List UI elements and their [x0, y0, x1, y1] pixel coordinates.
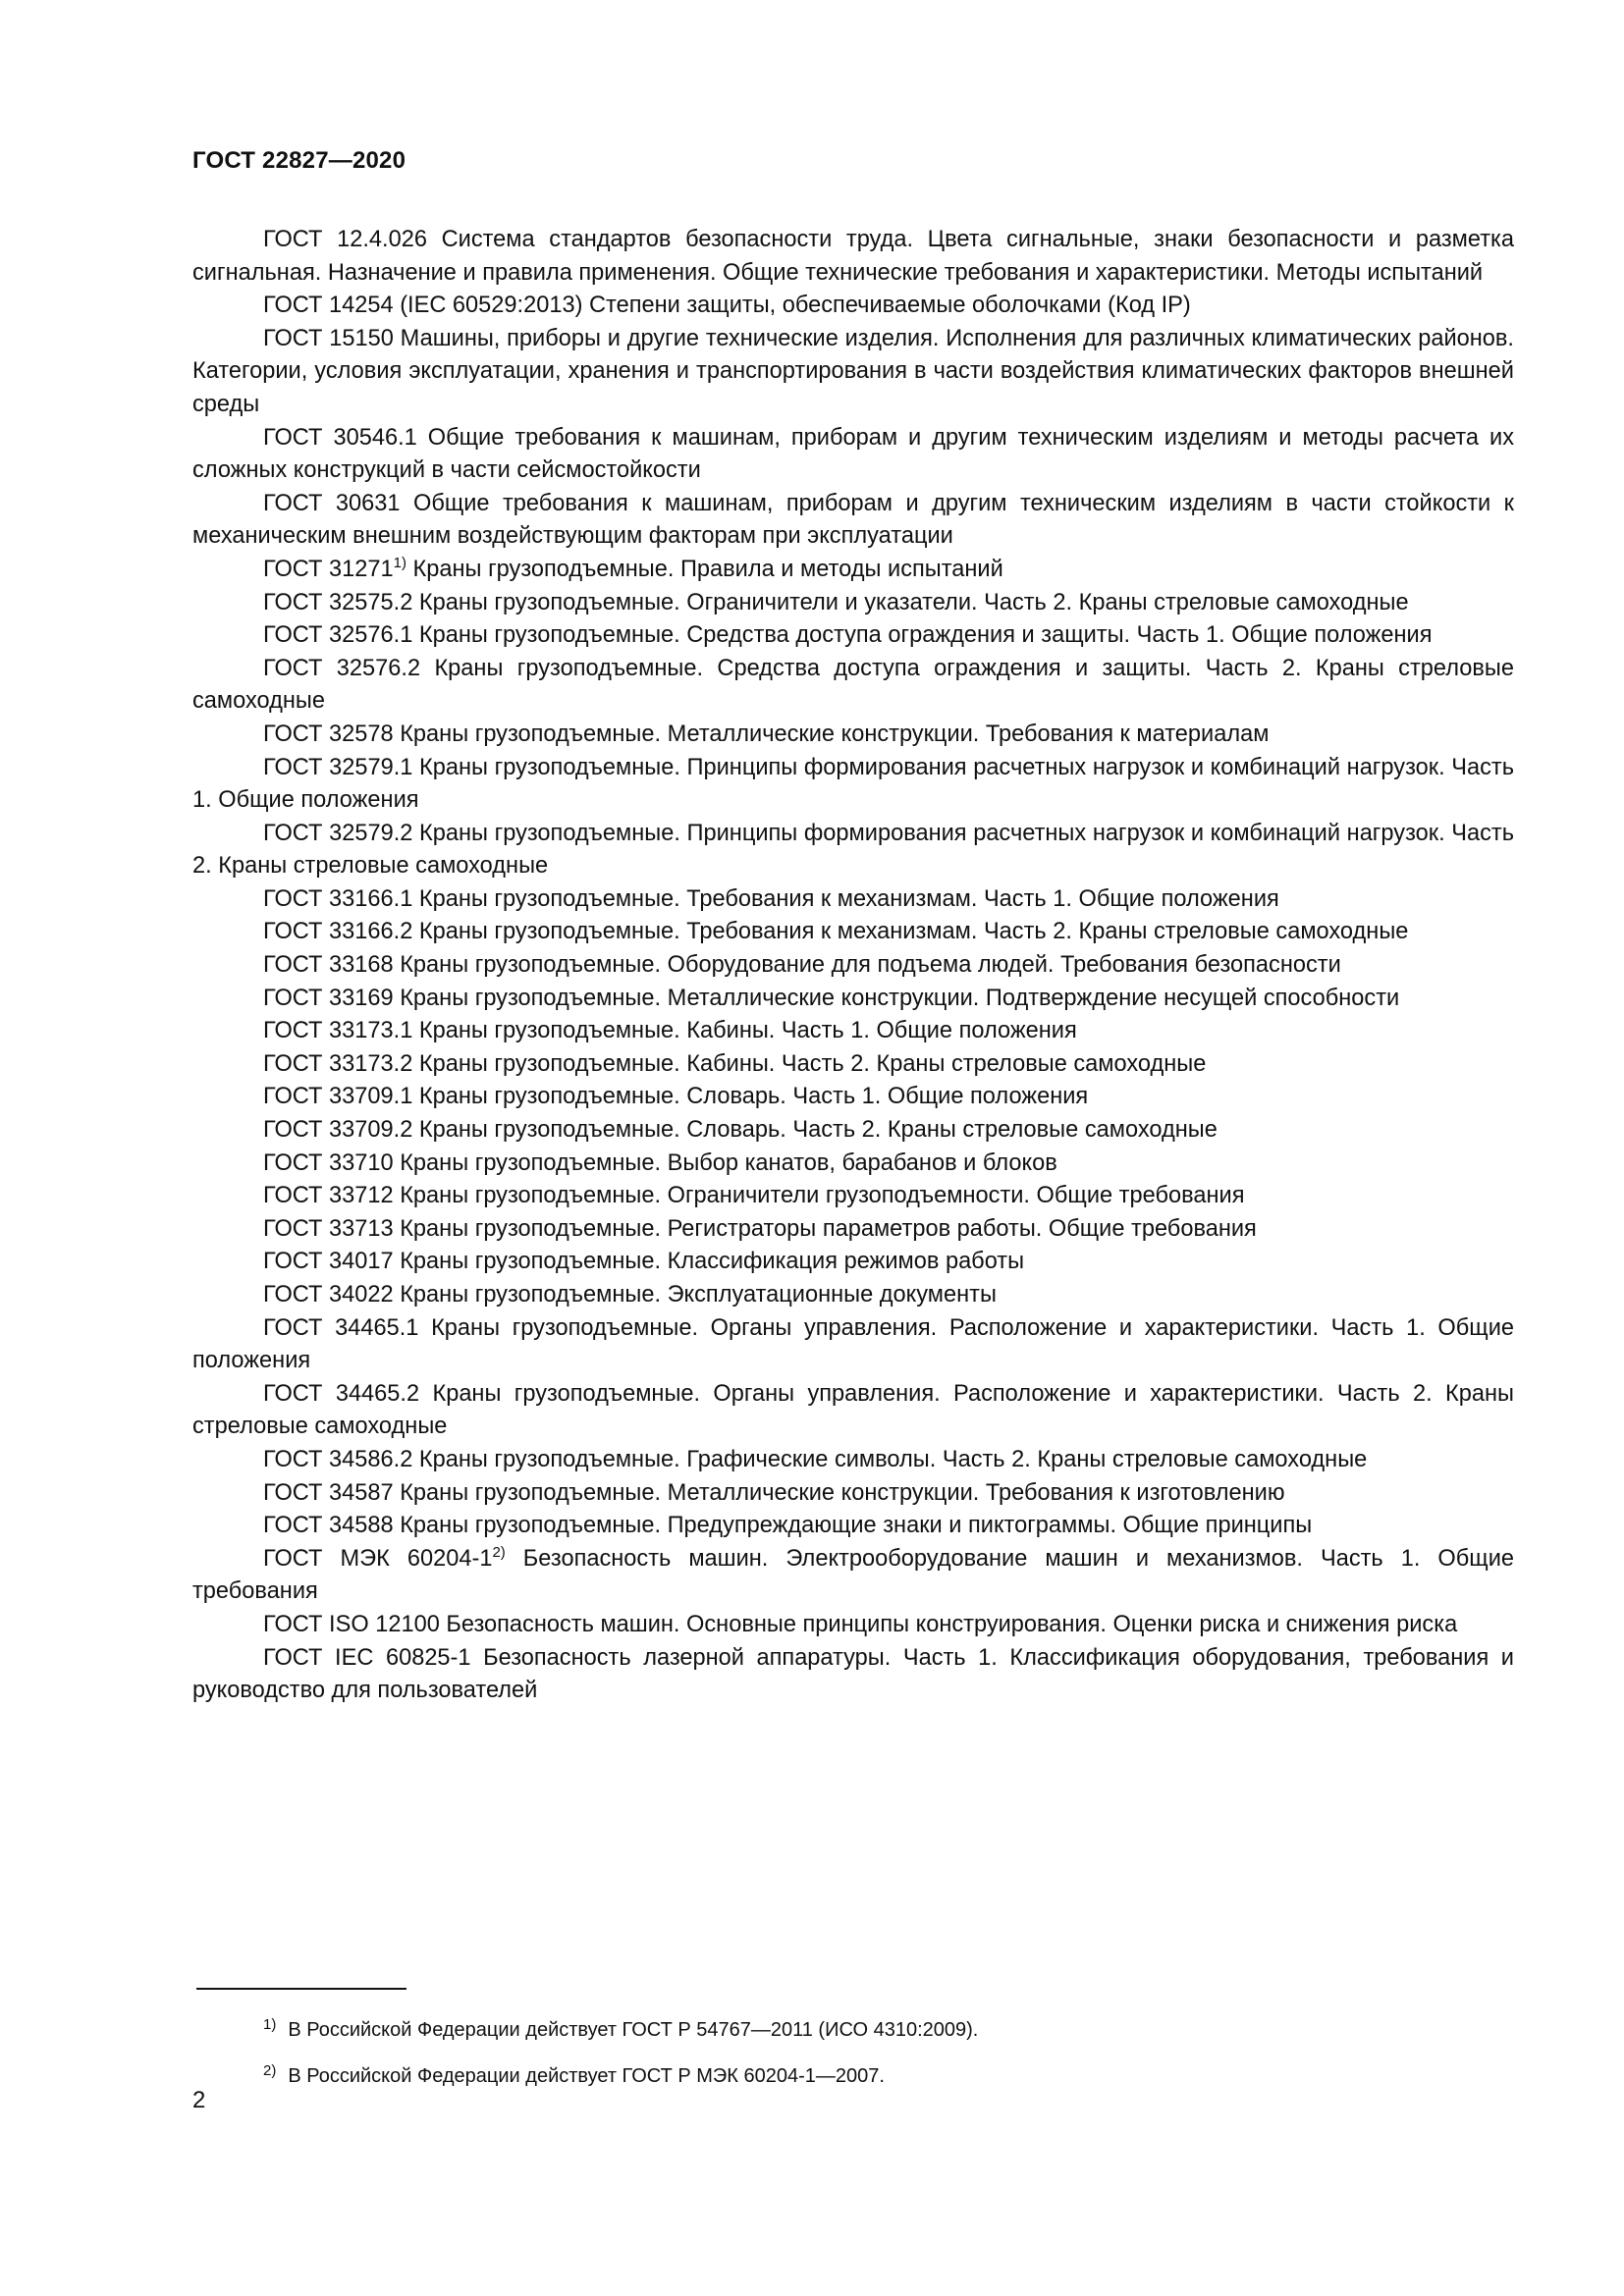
reference-item: [192, 752, 1514, 818]
reference-item: [192, 916, 1514, 949]
reference-item: [192, 554, 1514, 587]
reference-text: ГОСТ 33169 Краны грузоподъемные. Металлические конструкции. Подтверждение несущей способности: [263, 985, 1400, 1011]
reference-item: [192, 818, 1514, 883]
reference-text: ГОСТ 33173.2 Краны грузоподъемные. Кабины. Часть 2. Краны стреловые самоходные: [263, 1050, 1207, 1077]
reference-text: ГОСТ 34586.2 Краны грузоподъемные. Графические символы. Часть 2. Краны стреловые самоходные: [263, 1446, 1368, 1472]
footnote-marker: 2): [492, 1543, 506, 1561]
reference-text: ГОСТ 30631 Общие требования к машинам, приборам и другим техническим изделиям в части стойкости к механическим внешним воздействующим факторам при эксплуатации: [192, 490, 1514, 550]
reference-text: ГОСТ 12.4.026 Система стандартов безопасности труда. Цвета сигнальные, знаки безопасности и разметка сигнальная. Назначение и правила применения. Общие технические требования и характеристики. Методы испытаний: [192, 227, 1514, 286]
reference-item: [192, 949, 1514, 983]
reference-item: [192, 1048, 1514, 1082]
reference-text: ГОСТ 34465.1 Краны грузоподъемные. Органы управления. Расположение и характеристики. Часть 1. Общие положения: [192, 1314, 1514, 1374]
reference-text: ГОСТ 34465.2 Краны грузоподъемные. Органы управления. Расположение и характеристики. Часть 2. Краны стреловые самоходные: [192, 1380, 1514, 1440]
reference-item: [192, 1477, 1514, 1511]
reference-item: [192, 1312, 1514, 1378]
reference-text: ГОСТ IEC 60825-1 Безопасность лазерной аппаратуры. Часть 1. Классификация оборудования, требования и руководство для пользователей: [192, 1644, 1514, 1704]
footnote-item: [263, 2004, 1441, 2051]
reference-item: [192, 323, 1514, 422]
reference-item: [192, 719, 1514, 752]
reference-text: ГОСТ 30546.1 Общие требования к машинам, приборам и другим техническим изделиям и методы расчета их сложных конструкций в части сейсмостойкости: [192, 424, 1514, 484]
reference-text: ГОСТ 34588 Краны грузоподъемные. Предупреждающие знаки и пиктограммы. Общие принципы: [263, 1513, 1313, 1539]
reference-item: [192, 224, 1514, 290]
reference-text: Безопасность машин. Электрооборудование машин и механизмов. Часть 1. Общие требования: [192, 1545, 1514, 1605]
reference-item: [192, 1015, 1514, 1048]
reference-text: ГОСТ 34022 Краны грузоподъемные. Эксплуатационные документы: [263, 1282, 997, 1308]
document-header: ГОСТ 22827—2020: [192, 147, 406, 174]
reference-text: ГОСТ 33168 Краны грузоподъемные. Оборудование для подъема людей. Требования безопасности: [263, 952, 1341, 979]
reference-text: ГОСТ 33166.2 Краны грузоподъемные. Требования к механизмам. Часть 2. Краны стреловые самоходные: [263, 919, 1409, 945]
reference-item: [192, 1642, 1514, 1708]
reference-item: [192, 1543, 1514, 1609]
reference-text: ГОСТ 33712 Краны грузоподъемные. Ограничители грузоподъемности. Общие требования: [263, 1183, 1245, 1209]
reference-item: [192, 1148, 1514, 1181]
reference-item: [192, 1444, 1514, 1477]
reference-item: [192, 619, 1514, 653]
reference-item: [192, 1114, 1514, 1148]
footnote-mark: 2): [263, 2062, 277, 2079]
reference-text: ГОСТ 33166.1 Краны грузоподъемные. Требования к механизмам. Часть 1. Общие положения: [263, 885, 1279, 912]
reference-text: Краны грузоподъемные. Правила и методы испытаний: [406, 556, 1003, 582]
reference-item: [192, 1180, 1514, 1213]
reference-item: [192, 290, 1514, 323]
reference-item: [192, 1246, 1514, 1279]
reference-item: [192, 1081, 1514, 1114]
reference-item: [192, 1609, 1514, 1642]
reference-item: [192, 883, 1514, 917]
footnote-text: В Российской Федерации действует ГОСТ Р МЭК 60204-1—2007.: [288, 2065, 885, 2087]
reference-item: [192, 587, 1514, 620]
reference-text: ГОСТ 33713 Краны грузоподъемные. Регистраторы параметров работы. Общие требования: [263, 1215, 1257, 1242]
reference-text: ГОСТ ISO 12100 Безопасность машин. Основные принципы конструирования. Оценки риска и снижения риска: [263, 1611, 1458, 1637]
reference-text: ГОСТ 31271: [263, 556, 394, 582]
reference-item: [192, 488, 1514, 554]
reference-item: [192, 1213, 1514, 1247]
reference-text: ГОСТ 32576.2 Краны грузоподъемные. Средства доступа ограждения и защиты. Часть 2. Краны стреловые самоходные: [192, 655, 1514, 715]
page-number: 2: [192, 2087, 206, 2113]
footnotes: [263, 2004, 1441, 2097]
reference-text: ГОСТ 33709.1 Краны грузоподъемные. Словарь. Часть 1. Общие положения: [263, 1084, 1089, 1110]
reference-item: [192, 1279, 1514, 1312]
reference-text: ГОСТ 33173.1 Краны грузоподъемные. Кабины. Часть 1. Общие положения: [263, 1018, 1077, 1044]
reference-text: ГОСТ 32579.1 Краны грузоподъемные. Принципы формирования расчетных нагрузок и комбинаций нагрузок. Часть 1. Общие положения: [192, 754, 1514, 814]
reference-item: [192, 1510, 1514, 1543]
reference-item: [192, 653, 1514, 719]
reference-text: ГОСТ 33710 Краны грузоподъемные. Выбор канатов, барабанов и блоков: [263, 1149, 1057, 1176]
reference-text: ГОСТ 14254 (IEC 60529:2013) Степени защиты, обеспечиваемые оболочками (Код IP): [263, 293, 1191, 319]
reference-text: ГОСТ 32578 Краны грузоподъемные. Металлические конструкции. Требования к материалам: [263, 721, 1270, 747]
footnote-item: [263, 2051, 1441, 2097]
reference-text: ГОСТ МЭК 60204-1: [263, 1545, 493, 1572]
reference-text: ГОСТ 15150 Машины, приборы и другие технические изделия. Исполнения для различных климатических районов. Категории, условия эксплуатации, хранения и транспортирования в части воздействия климатических факторов внешней среды: [192, 325, 1514, 417]
normative-references-list: [192, 224, 1514, 1708]
reference-text: ГОСТ 34587 Краны грузоподъемные. Металлические конструкции. Требования к изготовлению: [263, 1479, 1285, 1506]
reference-text: ГОСТ 34017 Краны грузоподъемные. Классификация режимов работы: [263, 1249, 1025, 1275]
reference-text: ГОСТ 33709.2 Краны грузоподъемные. Словарь. Часть 2. Краны стреловые самоходные: [263, 1117, 1218, 1144]
reference-item: [192, 1378, 1514, 1444]
footnote-separator: [196, 1988, 406, 1990]
reference-text: ГОСТ 32576.1 Краны грузоподъемные. Средства доступа ограждения и защиты. Часть 1. Общие положения: [263, 622, 1433, 649]
reference-item: [192, 983, 1514, 1016]
footnote-marker: 1): [393, 554, 406, 571]
footnote-mark: 1): [263, 2016, 277, 2033]
reference-text: ГОСТ 32575.2 Краны грузоподъемные. Ограничители и указатели. Часть 2. Краны стреловые самоходные: [263, 589, 1409, 615]
reference-item: [192, 422, 1514, 488]
footnote-text: В Российской Федерации действует ГОСТ Р 54767—2011 (ИСО 4310:2009).: [288, 2019, 979, 2041]
reference-text: ГОСТ 32579.2 Краны грузоподъемные. Принципы формирования расчетных нагрузок и комбинаций нагрузок. Часть 2. Краны стреловые самоходные: [192, 820, 1514, 880]
